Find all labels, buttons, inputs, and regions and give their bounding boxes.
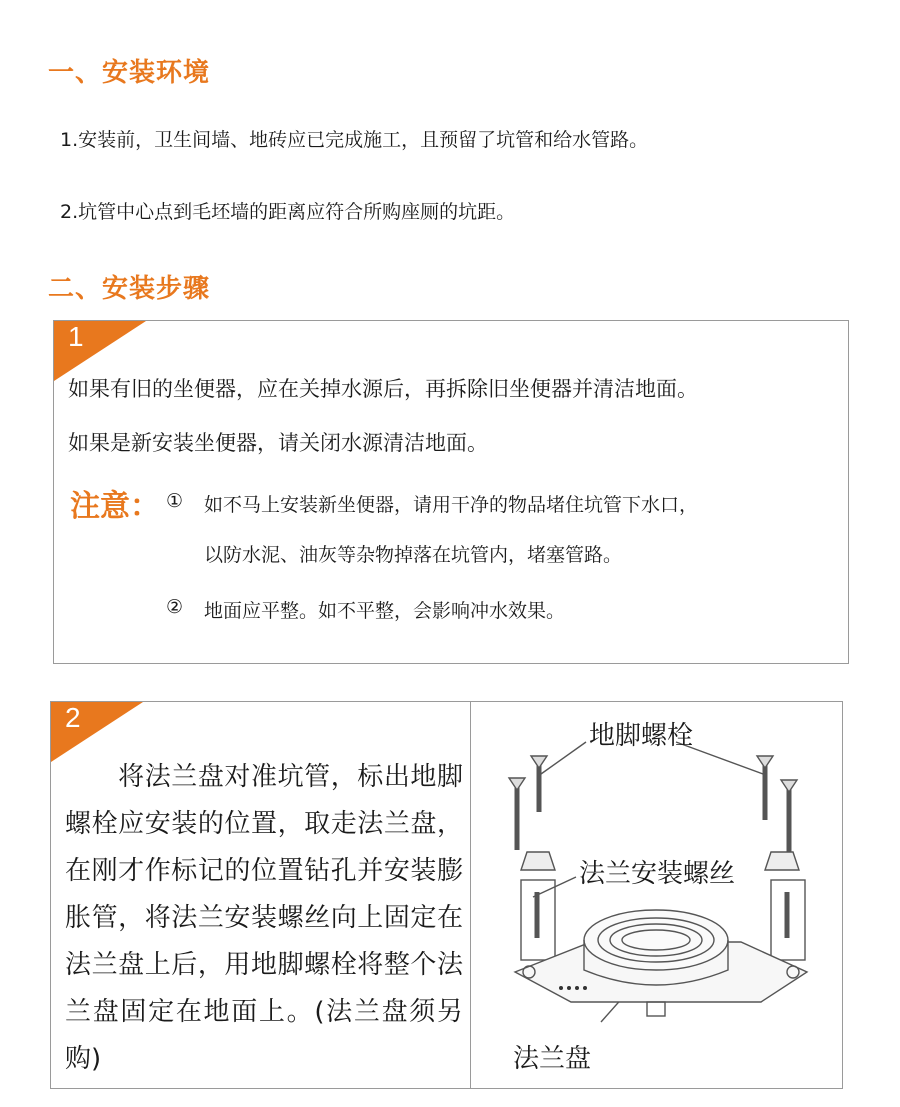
step-1-line-1: 如果有旧的坐便器，应在关掉水源后，再拆除旧坐便器并清洁地面。 [68, 377, 698, 401]
anchor-bolt-icon-left [509, 756, 547, 850]
note-1-line-2: 以防水泥、油灰等杂物掉落在坑管内，堵塞管路。 [204, 544, 623, 566]
section-title-environment: 一、安装环境 [48, 58, 211, 88]
step-2-card [50, 701, 843, 1089]
note-2-marker: ② [166, 596, 184, 618]
flange-screw-icon-left [521, 852, 555, 960]
step-1-number: 1 [68, 321, 84, 352]
note-1-marker: ① [166, 490, 184, 512]
note-1-line-1: 如不马上安装新坐便器，请用干净的物品堵住坑管下水口， [204, 494, 699, 516]
flange-diagram [471, 702, 842, 1088]
leader-anchor-bolt-left [541, 742, 586, 774]
note-label: 注意： [70, 489, 160, 524]
environment-item-2: 2.坑管中心点到毛坯墙的距离应符合所购座厕的坑距。 [60, 201, 516, 223]
section-title-steps: 二、安装步骤 [48, 274, 211, 304]
flange-screw-icon-right [765, 852, 805, 960]
flange-plate-icon [515, 910, 807, 1016]
step-1-line-2: 如果是新安装坐便器，请关闭水源清洁地面。 [68, 431, 488, 455]
step-1-card [53, 320, 849, 664]
anchor-bolt-icon-right [757, 756, 797, 852]
note-2-line-1: 地面应平整。如不平整，会影响冲水效果。 [204, 600, 566, 622]
label-flange: 法兰盘 [513, 1043, 592, 1073]
step-2-number: 2 [65, 702, 81, 733]
label-anchor-bolt: 地脚螺栓 [589, 720, 694, 750]
environment-item-1: 1.安装前，卫生间墙、地砖应已完成施工，且预留了坑管和给水管路。 [60, 129, 649, 151]
label-flange-screw: 法兰安装螺丝 [579, 858, 736, 888]
step-2-text: 将法兰盘对准坑管，标出地脚螺栓应安装的位置，取走法兰盘，在刚才作标记的位置钻孔并安装膨胀管，将法兰安装螺丝向上固定在法兰盘上后，用地脚螺栓将整个法兰盘固定在地面上。(法兰盘须另购) [65, 762, 463, 1074]
